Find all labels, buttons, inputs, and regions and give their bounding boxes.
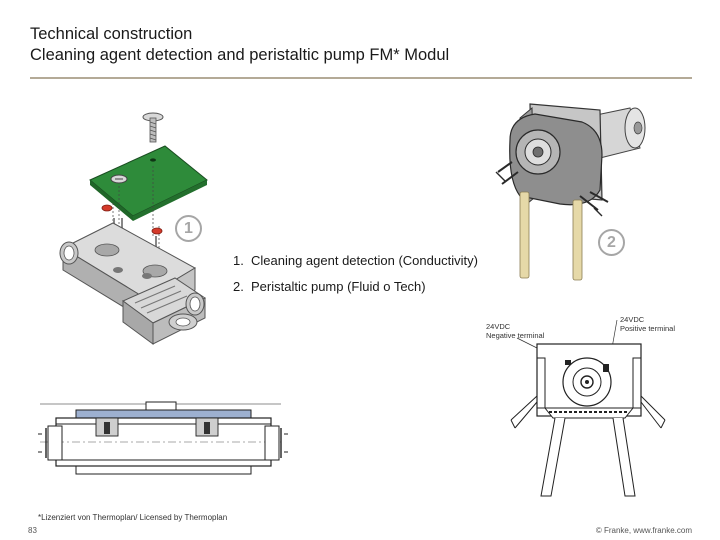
list-item-text: Peristaltic pump (Fluid o Tech) — [251, 279, 426, 294]
top-screw — [143, 113, 163, 142]
copyright: © Franke, www.franke.com — [595, 526, 692, 535]
component-list — [233, 253, 478, 305]
list-item-number: 2. — [233, 279, 244, 294]
gasket — [152, 228, 162, 234]
pump-tube-right — [573, 200, 582, 280]
title-divider — [30, 77, 692, 79]
page-number: 83 — [28, 526, 37, 535]
footnote: *Lizenziert von Thermoplan/ Licensed by Thermoplan — [38, 513, 228, 522]
list-item — [233, 279, 478, 305]
pump-terminal-schematic — [505, 338, 675, 503]
peristaltic-pump-illustration — [490, 100, 660, 285]
badge-item-2: 2 — [598, 229, 625, 256]
list-item-text: Cleaning agent detection (Conductivity) — [251, 253, 478, 268]
sensor-cross-section-drawing — [36, 398, 286, 483]
title-line-1: Technical construction — [30, 25, 193, 43]
gasket — [102, 205, 112, 211]
pump-tube-left — [520, 192, 529, 278]
badge-item-1: 1 — [175, 215, 202, 242]
positive-terminal-label: 24VDC Positive terminal — [620, 315, 676, 333]
pump-head — [496, 114, 608, 216]
title-line-2: Cleaning agent detection and peristaltic pump FM* Modul — [30, 46, 450, 64]
negative-terminal-label: 24VDC Negative terminal — [486, 322, 545, 340]
list-item-number: 1. — [233, 253, 244, 268]
slide-title — [30, 24, 449, 66]
list-item — [233, 253, 478, 279]
